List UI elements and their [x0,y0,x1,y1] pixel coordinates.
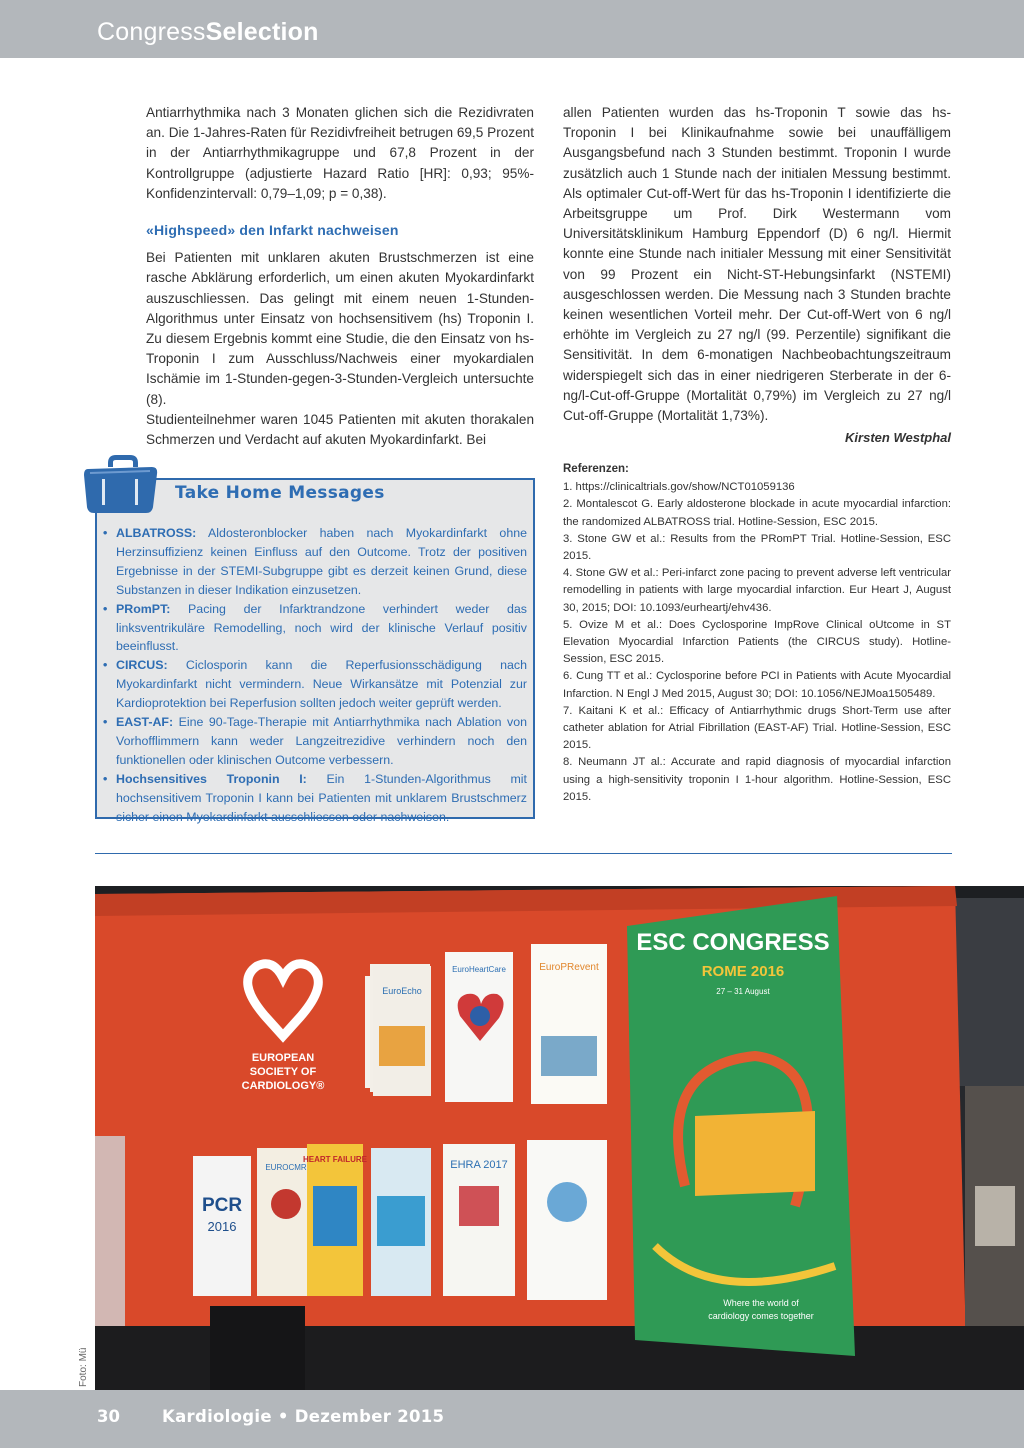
poster [527,1140,607,1300]
section-subheading: «Highspeed» den Infarkt nachweisen [146,222,399,239]
reference-item: 6. Cung TT et al.: Cyclosporine before PCI in Patients with Acute Myocardial Infarction. N Engl J Med 2015, August 30; DOI: 10.1056/NEJMoa1505489. [563,670,951,700]
poster-tagline: Where the world of [723,1298,799,1308]
paragraph: Bei Patienten mit unklaren akuten Brustschmerzen ist eine rasche Abklärung erforderlich, um einen akuten Myokardinfarkt auszuschliessen. Das gelingt mit einem neuen 1-Stunden-Algorithmus unter Einsatz von hochsensitivem (hs) Troponin I. Zu diesem Ergebnis kommt eine Studie, die den Einsatz von hs-Troponin I zum Ausschluss/Nachweis einer myokardialen Ischämie im 1-Stunden-gegen-3-Stunden-Vergleich untersuchte (8). [146,250,534,407]
section-divider [95,853,952,854]
brand-bold: Selection [205,18,319,46]
poster-euroecho [373,966,431,1096]
publication-brand [97,18,319,47]
congress-photo [95,886,1024,1390]
take-home-title: Take Home Messages [175,483,385,503]
item-key: PRomPT: [116,601,171,616]
poster-label: EuroEcho [382,986,422,996]
poster-label: EuroHeartCare [452,965,506,974]
reference-item: 1. https://clinicaltrials.gov/show/NCT01059136 [563,481,795,494]
poster-pcr [193,1156,251,1296]
photo-credit: Foto: Mü [78,1347,89,1387]
photo-illustration [95,886,1024,1390]
item-key: CIRCUS: [116,658,168,673]
poster-europrevent [531,944,607,1104]
reference-item: 4. Stone GW et al.: Peri-infarct zone pacing to prevent adverse left ventricular remodelling in patients with large myocardial infarction. Eur Heart J, August 30, 2015; DOI: 10.1093/eurheartj/ehv436. [563,567,951,614]
poster-city: ROME 2016 [701,963,785,980]
poster-heart-failure [303,1144,368,1296]
item-key: ALBATROSS: [116,526,197,540]
take-home-list [102,524,527,827]
poster-title: ESC CONGRESS [636,929,830,956]
reference-item: 5. Ovize M et al.: Does Cyclosporine ImpRove Clinical oUtcome in ST Elevation Myocardial Infarction Patients (the CIRCUS study). Hotline-Session, ESC 2015. [563,618,951,666]
article-left-column [146,103,534,450]
paragraph: Antiarrhythmika nach 3 Monaten glichen sich die Rezidivraten an. Die 1-Jahres-Raten für Rezidivfreiheit betrugen 69,5 Prozent in der Antiarrhythmikagruppe und 67,8 Prozent in der Kontrollgruppe (adjustierte Hazard Ratio [HR]: 0,93; 95%-Konfidenzintervall: 0,79–1,09; p = 0,38). [146,105,534,201]
paragraph: allen Patienten wurden das hs-Troponin T sowie das hs-Troponin I bei Klinikaufnahme sowie bei unauffälligem Ausgangsbefund nach 3 Stunden bestimmt. Troponin I wurde zusätzlich auch 1 Stunde nach der initialen Messung bestimmt. Als optimaler Cut-off-Wert für das hs-Troponin I identifizierte die Arbeitsgruppe um Prof. Dirk Westermann vom Universitätsklinikum Hamburg Eppendorf (D) 6 ng/l. Hiermit konnte eine Stunde nach initialer Messung mit einer Sensitivität von 99 Prozent ein Nicht-ST-Hebungsinfarkt (NSTEMI) ausgeschlossen werden. Die Messung nach 3 Stunden brachte keinen wesentlichen Vorteil mehr. Der Cut-off-Wert von 6 ng/l erhöhte im Vergleich zu 27 ng/l (99. Perzentile) signifikant die Sensitivität. In dem 6-monatigen Nachbeobachtungszeitraum widerspiegelt sich das in einer niedrigeren Sterberate in der 6-ng/l-Cut-off-Gruppe (Mortalität 0,79%) im Vergleich zu 27 ng/l Cut-off-Gruppe (Mortalität 1,73%). [563,105,951,424]
poster-eurocmr [257,1148,315,1296]
references-heading: Referenzen: [563,463,629,475]
journal-issue: Kardiologie • Dezember 2015 [162,1407,445,1426]
list-item [102,713,527,770]
poster-label: EUROCMR [265,1163,307,1172]
poster-euroheartcare [445,952,513,1102]
logo-text-line: CARDIOLOGY® [241,1080,325,1092]
reference-item: 8. Neumann JT al.: Accurate and rapid diagnosis of myocardial infarction using a high-sensitivity troponin I 1-hour algorithm. Hotline-Session, ESC 2015. [563,756,951,803]
list-item [102,770,527,827]
poster-dates: 27 – 31 August [716,987,770,996]
logo-text-line: EUROPEAN [251,1052,315,1064]
reference-item: 7. Kaitani K et al.: Efficacy of Antiarrhythmic drugs Short-Term use after catheter ablation for Atrial Fibrillation (EAST-AF) Trial. Hotline-Session, ESC 2015. [563,704,951,752]
references [563,461,951,806]
item-text: Eine 90-Tage-Therapie mit Antiarrhythmika nach Ablation von Vorhofflimmern kann weder Langzeitrezidive verhindern noch den funktionellen oder klinischen Outcome verbessern. [116,715,527,767]
poster-label: PCR [201,1195,243,1216]
footer-bar [0,1390,1024,1448]
list-item [102,656,527,713]
poster-label: EuroPRevent [539,962,599,973]
poster-esc-congress [627,896,855,1356]
list-item [102,600,527,657]
poster [371,1148,431,1296]
poster-label: EHRA 2017 [450,1159,508,1171]
item-text: Pacing der Infarktrandzone verhindert weder das linksventrikuläre Remodelling, noch wird der klinische Verlauf positiv beeinflusst. [116,601,527,654]
page-number: 30 [97,1407,120,1426]
poster-ehra [443,1144,515,1296]
item-key: Hochsensitives Troponin I: [116,771,307,786]
item-text: Ein 1-Stunden-Algorithmus mit hochsensitivem Troponin I kann bei Patienten mit unklarem Brustschmerz sicher einen Myokardinfarkt ausschliessen oder nachweisen. [116,771,527,824]
paragraph: Studienteilnehmer waren 1045 Patienten mit akuten thorakalen Schmerzen und Verdacht auf akuten Myokardinfarkt. Bei [146,411,534,448]
reference-item: 3. Stone GW et al.: Results from the PRomPT Trial. Hotline-Session, ESC 2015. [563,532,951,563]
bin [210,1306,305,1390]
poster-label: HEART FAILURE [303,1155,367,1164]
item-text: Ciclosporin kann die Reperfusionsschädigung nach Myokardinfarkt nicht vermindern. Neue Wirkansätze mit Potenzial zur Kardioprotektion bei Reperfusion sollten jedoch weiter geprüft werden. [116,658,527,711]
author-name: Kirsten Westphal [845,430,951,446]
logo-text-line: SOCIETY OF [249,1066,317,1078]
poster-tagline: cardiology comes together [708,1311,814,1321]
poster-label: 2016 [207,1219,237,1234]
list-item [102,524,527,600]
briefcase-icon [80,449,160,517]
article-right-column [563,103,951,448]
brand-light: Congress [97,18,206,46]
item-text: Aldosteronblocker haben nach Myokardinfarkt ohne Herzinsuffizienz keinen Einfluss auf den Outcome. Trotz der positiven Ergebnisse in der STEMI-Subgruppe gibt es derzeit keinen Grund, diese Substanzen in dieser Indikation einzusetzen. [116,526,527,597]
item-key: EAST-AF: [116,715,174,730]
reference-item: 2. Montalescot G. Early aldosterone blockade in acute myocardial infarction: the randomized ALBATROSS trial. Hotline-Session, ESC 2015. [563,498,951,528]
